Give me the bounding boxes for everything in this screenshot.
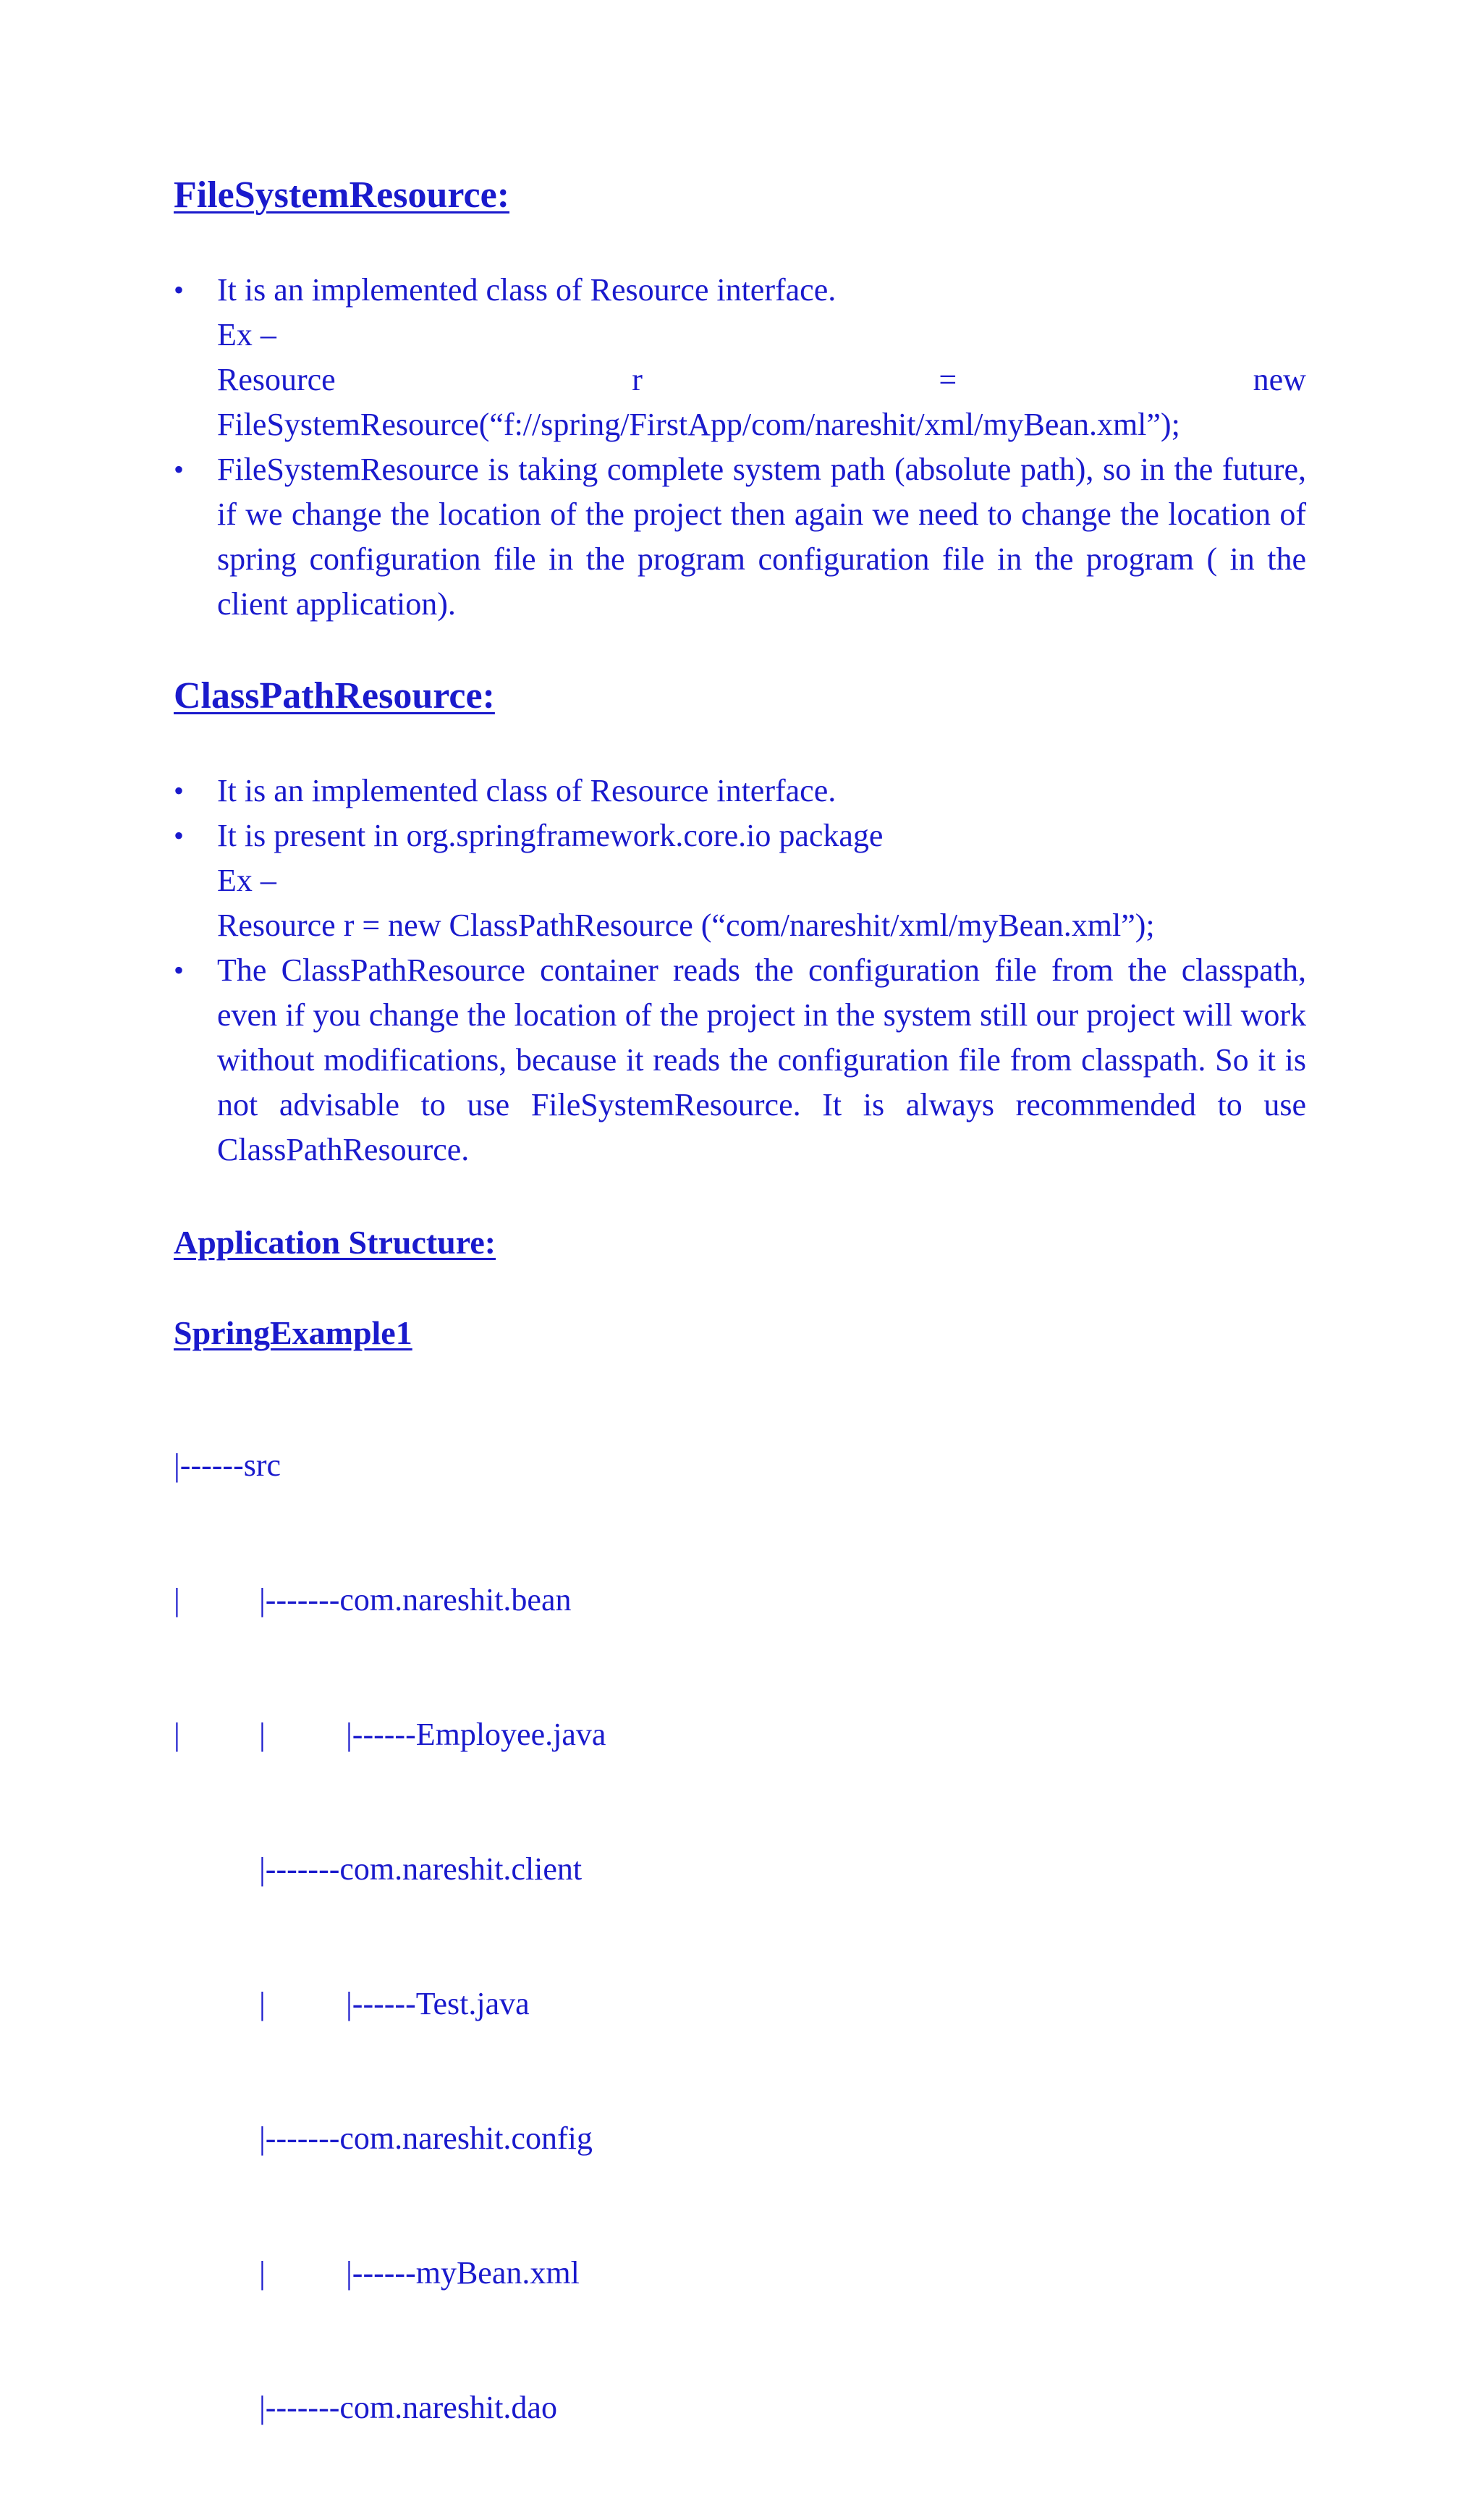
tree-node: |-------com.nareshit.dao (259, 2390, 557, 2425)
bullet-icon: • (174, 274, 185, 306)
tree-row (174, 1712, 606, 1757)
code-line: Resource r = new ClassPathResource (“com/nareshit/xml/myBean.xml”); (217, 908, 1155, 943)
tree-row (174, 1578, 572, 1623)
code-line-2: FileSystemResource(“f://spring/FirstApp/com/nareshit/xml/myBean.xml”); (217, 407, 1180, 442)
tree-node: |------Employee.java (346, 1717, 606, 1752)
project-name: SpringExample1 (174, 1314, 412, 1351)
bullet-text: It is an implemented class of Resource interface. (217, 773, 837, 808)
bullet-icon: • (174, 819, 185, 852)
code-word: Resource (217, 362, 336, 397)
list-item (174, 813, 1306, 948)
tree-row (174, 2116, 593, 2161)
section2-content (174, 769, 1306, 1172)
tree-connector: | (174, 1717, 180, 1752)
tree-connector: | (259, 1986, 266, 2021)
heading-filesystemresource: FileSystemResource: (174, 174, 510, 216)
code-word: new (1253, 362, 1306, 397)
tree-connector: | (259, 1717, 266, 1752)
section1-content (174, 268, 1306, 627)
directory-tree (174, 1353, 606, 2520)
tree-row (174, 1443, 281, 1488)
bullet-icon: • (174, 954, 185, 986)
code-word: = (939, 362, 957, 397)
tree-row (174, 2251, 580, 2296)
bullet-text: It is present in org.springframework.core.io package (217, 818, 884, 853)
bullet-text: FileSystemResource is taking complete system path (absolute path), so in the future, if we change the location of the project then again we need to change the location of spring configuration file in the program configuration file in the program ( in the client application). (217, 452, 1306, 622)
tree-connector: | (259, 2255, 266, 2291)
code-word: r (632, 362, 643, 397)
tree-node: |-------com.nareshit.client (259, 1851, 583, 1887)
tree-row (174, 1847, 583, 1892)
example-label: Ex – (217, 863, 276, 898)
bullet-text: It is an implemented class of Resource interface. (217, 272, 837, 308)
list-item (174, 948, 1306, 1172)
list-item (174, 769, 1306, 813)
heading-classpathresource: ClassPathResource: (174, 675, 495, 716)
list-item (174, 447, 1306, 627)
tree-connector: | (174, 1582, 180, 1618)
tree-row (174, 1982, 530, 2026)
tree-node: |-------com.nareshit.config (259, 2121, 593, 2156)
tree-node: |------src (174, 1447, 281, 1483)
heading-application-structure: Application Structure: (174, 1224, 496, 1261)
bullet-icon: • (174, 774, 185, 807)
tree-row (174, 2385, 557, 2430)
code-line-1 (217, 358, 1306, 402)
tree-node: |------myBean.xml (346, 2255, 580, 2291)
example-label: Ex – (217, 317, 276, 352)
list-item (174, 268, 1306, 447)
tree-node: |------Test.java (346, 1986, 530, 2021)
tree-node: |-------com.nareshit.bean (259, 1582, 572, 1618)
bullet-text: The ClassPathResource container reads the configuration file from the classpath, even if you change the location of the project in the system still our project will work without modifications, because it reads the configuration file from classpath. So it is not advisable to use FileSystemResource. It is always recommended to use ClassPathResource. (217, 952, 1306, 1167)
bullet-icon: • (174, 453, 185, 486)
